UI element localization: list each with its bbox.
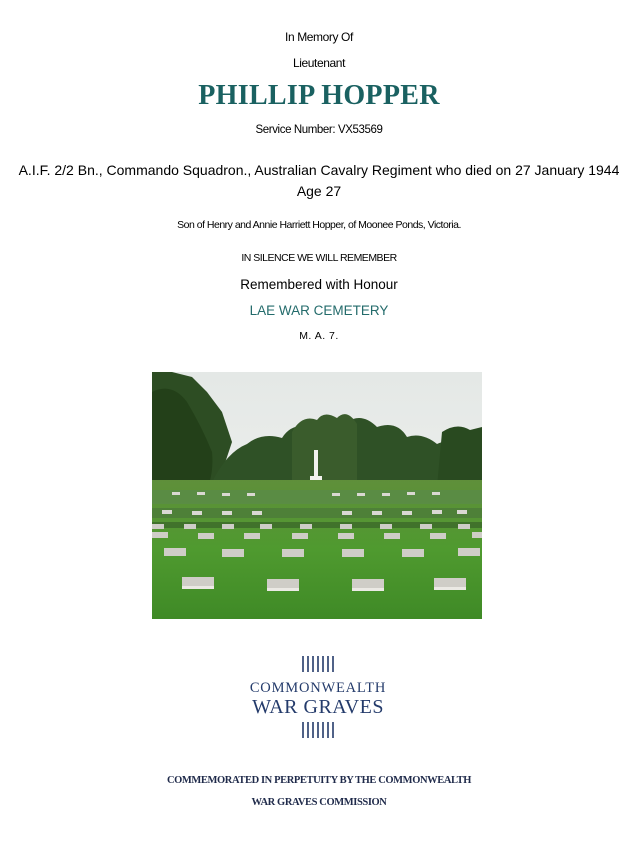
cemetery-photo [152,372,482,619]
intro-text: In Memory Of [285,30,353,44]
logo-line1: COMMONWEALTH [249,680,387,696]
footer-line2: WAR GRAVES COMMISSION [251,797,387,808]
honour-text: Remembered with Honour [240,277,398,292]
cwgc-logo [238,652,398,744]
service-number: Service Number: VX53569 [255,124,383,136]
grave-reference: M. A. 7. [299,330,339,342]
rank-text: Lieutenant [292,56,346,70]
footer-line1: COMMEMORATED IN PERPETUITY BY THE COMMONWEALTH [166,775,472,786]
age-text: Age 27 [296,183,342,199]
family-details: Son of Henry and Annie Harriett Hopper, of Moonee Ponds, Victoria. [177,219,461,231]
unit-line: A.I.F. 2/2 Bn., Commando Squadron., Australian Cavalry Regiment who died on 27 January 1944 [18,162,620,178]
casualty-name: PHILLIP HOPPER [198,80,440,111]
inscription: IN SILENCE WE WILL REMEMBER [241,252,397,264]
logo-line2: WAR GRAVES [252,696,384,718]
cemetery-name: LAE WAR CEMETERY [249,303,389,318]
